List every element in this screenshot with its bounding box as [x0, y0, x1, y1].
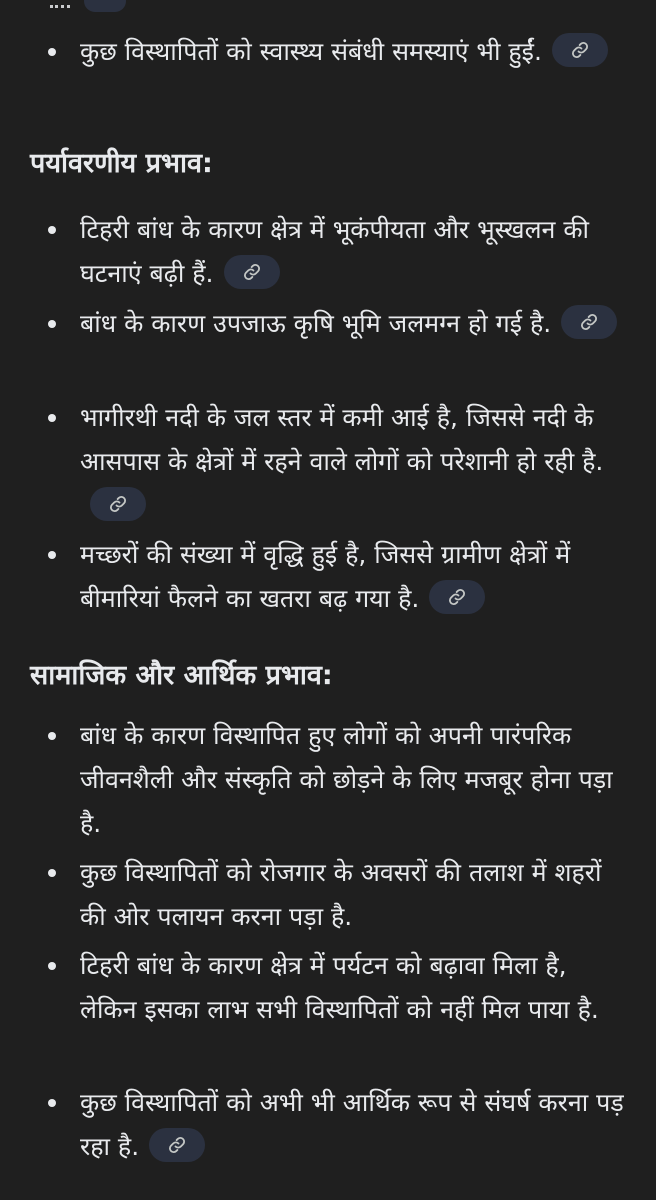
- section-heading-environmental: पर्यावरणीय प्रभाव:: [30, 148, 213, 179]
- partial-previous-item: [50, 0, 126, 10]
- list-item-text: कुछ विस्थापितों को रोजगार के अवसरों की तलाश में शहरों की ओर पलायन करना पड़ा है.: [80, 858, 602, 931]
- section-heading-social-economic: सामाजिक और आर्थिक प्रभाव:: [30, 660, 333, 691]
- list-item: [80, 851, 625, 939]
- partial-text-fragment: [50, 0, 70, 8]
- list-item-text: टिहरी बांध के कारण क्षेत्र में पर्यटन को बढ़ावा मिला है, लेकिन इसका लाभ सभी विस्थापितों को नहीं मिल पाया है.: [80, 951, 599, 1024]
- list-item-text: कुछ विस्थापितों को अभी भी आर्थिक रूप से संघर्ष करना पड़ रहा है.: [80, 1088, 624, 1161]
- list-item: [80, 208, 625, 296]
- link-icon: [168, 1136, 186, 1154]
- list-item-text: टिहरी बांध के कारण क्षेत्र में भूकंपीयता और भूस्खलन की घटनाएं बढ़ी हैं.: [80, 215, 590, 288]
- link-icon: [571, 41, 589, 59]
- source-link-button[interactable]: [552, 33, 608, 67]
- source-link-button[interactable]: [90, 487, 146, 521]
- list-item-text: मच्छरों की संख्या में वृद्धि हुई है, जिससे ग्रामीण क्षेत्रों में बीमारियां फैलने का खतरा बढ़ गया है.: [80, 540, 571, 613]
- list-item: [80, 533, 625, 621]
- list-item-text: बांध के कारण उपजाऊ कृषि भूमि जलमग्न हो गई है.: [80, 309, 552, 338]
- list-item: [80, 396, 625, 528]
- partial-source-link-chip[interactable]: [84, 0, 126, 12]
- source-link-button[interactable]: [561, 305, 617, 339]
- source-link-button[interactable]: [224, 255, 280, 289]
- list-item-text: कुछ विस्थापितों को स्वास्थ्य संबंधी समस्याएं भी हुईं.: [80, 37, 542, 66]
- link-icon: [448, 588, 466, 606]
- link-icon: [109, 495, 127, 513]
- list-item: [80, 30, 625, 74]
- list-item: [80, 1081, 625, 1169]
- list-item: [80, 302, 625, 346]
- list-item-text: बांध के कारण विस्थापित हुए लोगों को अपनी पारंपरिक जीवनशैली और संस्कृति को छोड़ने के लिए मजबूर होना पड़ा है.: [80, 721, 613, 838]
- source-link-button[interactable]: [429, 580, 485, 614]
- list-item-text: भागीरथी नदी के जल स्तर में कमी आई है, जिससे नदी के आसपास के क्षेत्रों में रहने वाले लोगों को परेशानी हो रही है.: [80, 403, 604, 476]
- source-link-button[interactable]: [149, 1128, 205, 1162]
- list-item: [80, 944, 625, 1032]
- link-icon: [243, 263, 261, 281]
- link-icon: [580, 313, 598, 331]
- list-item: [80, 714, 625, 846]
